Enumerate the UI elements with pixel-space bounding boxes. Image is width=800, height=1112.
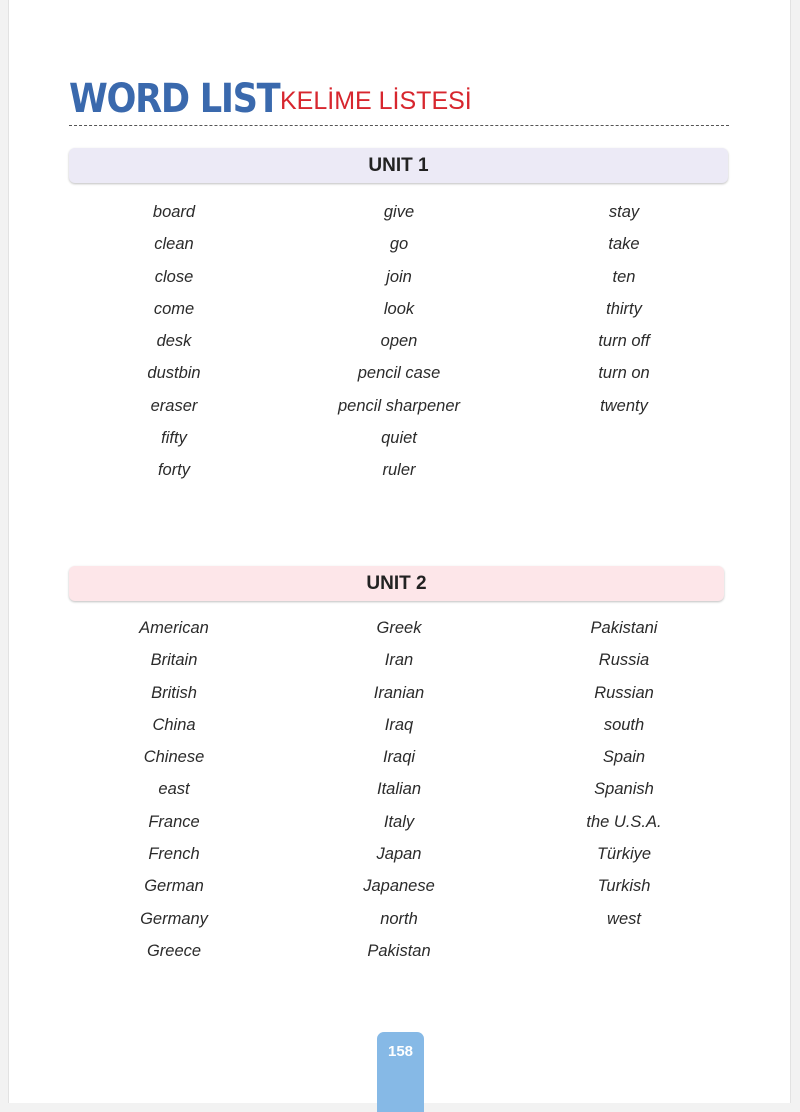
word-item: dustbin xyxy=(147,364,201,383)
unit-2-column-3 xyxy=(514,616,734,939)
word-item: turn on xyxy=(598,364,650,383)
word-item: Iran xyxy=(384,651,414,670)
unit-2-label: UNIT 2 xyxy=(366,572,427,594)
word-item: give xyxy=(383,203,415,221)
word-item: fifty xyxy=(161,429,187,448)
word-item: Spain xyxy=(602,748,646,767)
word-item: open xyxy=(380,332,418,351)
word-item: Türkiye xyxy=(596,845,652,864)
word-item: stay xyxy=(608,203,640,221)
word-item: Italian xyxy=(376,780,422,799)
unit-1-label: UNIT 1 xyxy=(368,154,429,176)
unit-2-column-2 xyxy=(289,616,509,971)
unit-1-column-1 xyxy=(64,200,284,491)
document-page xyxy=(8,0,791,1103)
word-item: pencil sharpener xyxy=(338,396,460,415)
word-item: Greece xyxy=(146,941,202,960)
word-item: France xyxy=(148,812,200,831)
word-item: Greek xyxy=(376,619,422,637)
word-item: thirty xyxy=(606,299,642,318)
unit-2-header xyxy=(69,566,724,601)
word-item: west xyxy=(607,909,641,928)
word-item: twenty xyxy=(600,396,648,415)
word-item: take xyxy=(608,235,640,254)
page-subtitle: KELİME LİSTESİ xyxy=(280,87,472,115)
word-item: Pakistani xyxy=(590,619,658,637)
word-item: desk xyxy=(156,332,192,351)
word-item: Germany xyxy=(140,909,208,928)
unit-2-column-1 xyxy=(64,616,284,971)
word-item: clean xyxy=(154,235,194,254)
word-item: British xyxy=(151,683,197,702)
word-item: ten xyxy=(612,267,636,286)
word-item: come xyxy=(153,299,195,318)
word-item: Japanese xyxy=(363,877,435,896)
word-item: Spanish xyxy=(594,780,654,799)
word-item: Pakistan xyxy=(367,941,431,960)
word-item: German xyxy=(144,877,204,896)
word-item: look xyxy=(383,299,415,318)
word-item: Russia xyxy=(598,651,650,670)
page-title: WORD LIST xyxy=(69,76,280,122)
word-item: Italy xyxy=(383,812,415,831)
word-item: pencil case xyxy=(357,364,441,383)
unit-1-header xyxy=(69,148,728,183)
word-item: Britain xyxy=(150,651,198,670)
word-item: quiet xyxy=(381,429,417,448)
word-item: American xyxy=(139,619,209,637)
word-item: south xyxy=(603,715,645,734)
unit-1-column-3 xyxy=(514,200,734,426)
word-item: Iraq xyxy=(384,715,414,734)
word-item: turn off xyxy=(598,332,650,351)
word-item: go xyxy=(389,235,409,254)
word-item: Japan xyxy=(376,845,422,864)
unit-1-column-2 xyxy=(289,200,509,491)
word-item: Chinese xyxy=(143,748,205,767)
word-item: join xyxy=(386,267,412,286)
word-item: Iranian xyxy=(373,683,425,702)
title-divider xyxy=(69,125,729,126)
page-number: 158 xyxy=(387,1043,414,1060)
page-number-tab xyxy=(377,1032,424,1112)
word-item: board xyxy=(152,203,196,221)
word-item: eraser xyxy=(150,396,198,415)
word-item: east xyxy=(158,780,190,799)
word-item: French xyxy=(148,845,200,864)
word-item: forty xyxy=(157,461,191,480)
word-item: Russian xyxy=(594,683,654,702)
word-item: Turkish xyxy=(597,877,651,896)
word-item: north xyxy=(380,909,418,928)
word-item: the U.S.A. xyxy=(586,812,662,831)
word-item: ruler xyxy=(382,461,416,480)
word-item: close xyxy=(154,267,194,286)
word-item: China xyxy=(152,715,196,734)
word-item: Iraqi xyxy=(382,748,416,767)
